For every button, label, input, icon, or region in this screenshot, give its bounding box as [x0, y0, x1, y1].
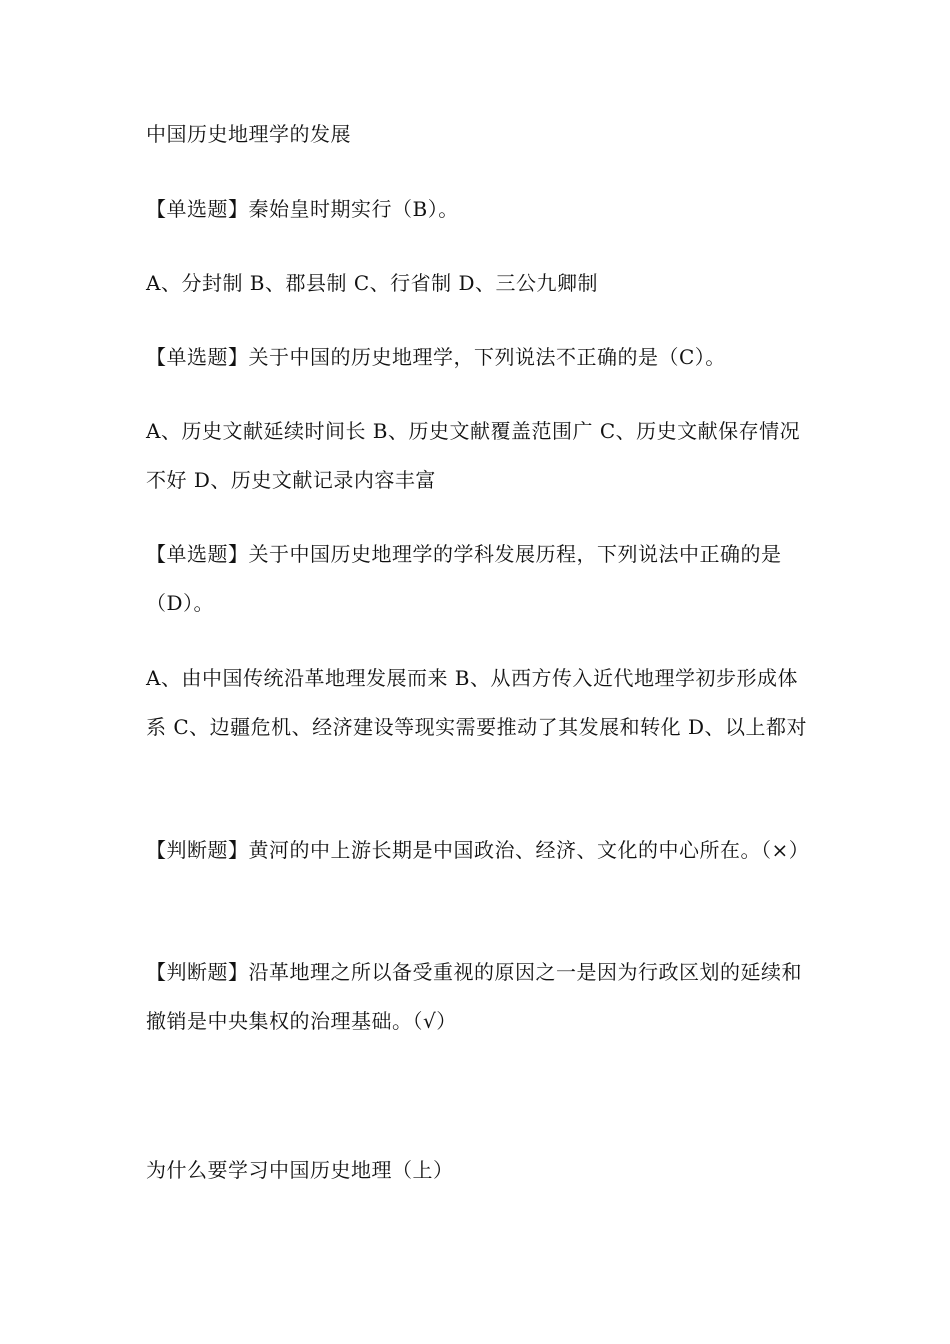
- section-title-2: 为什么要学习中国历史地理（上）: [146, 1158, 454, 1182]
- options-2: A、历史文献延续时间长 B、历史文献覆盖范围广 C、历史文献保存情况不好 D、历史文献记录内容丰富: [146, 419, 801, 492]
- question-1: 【单选题】秦始皇时期实行（B）。: [146, 197, 459, 221]
- judgment-2: 【判断题】沿革地理之所以备受重视的原因之一是因为行政区划的延续和撤销是中央集权的治理基础。（√）: [146, 960, 802, 1033]
- section-title: 中国历史地理学的发展: [146, 122, 351, 146]
- question-3: 【单选题】关于中国历史地理学的学科发展历程，下列说法中正确的是（D）。: [146, 542, 782, 615]
- options-3: A、由中国传统沿革地理发展而来 B、从西方传入近代地理学初步形成体系 C、边疆危机、经济建设等现实需要推动了其发展和转化 D、以上都对: [146, 666, 808, 739]
- question-2: 【单选题】关于中国的历史地理学，下列说法不正确的是（C）。: [146, 345, 726, 369]
- judgment-1: 【判断题】黄河的中上游长期是中国政治、经济、文化的中心所在。（×）: [146, 838, 810, 862]
- options-1: A、分封制 B、郡县制 C、行省制 D、三公九卿制: [146, 271, 599, 295]
